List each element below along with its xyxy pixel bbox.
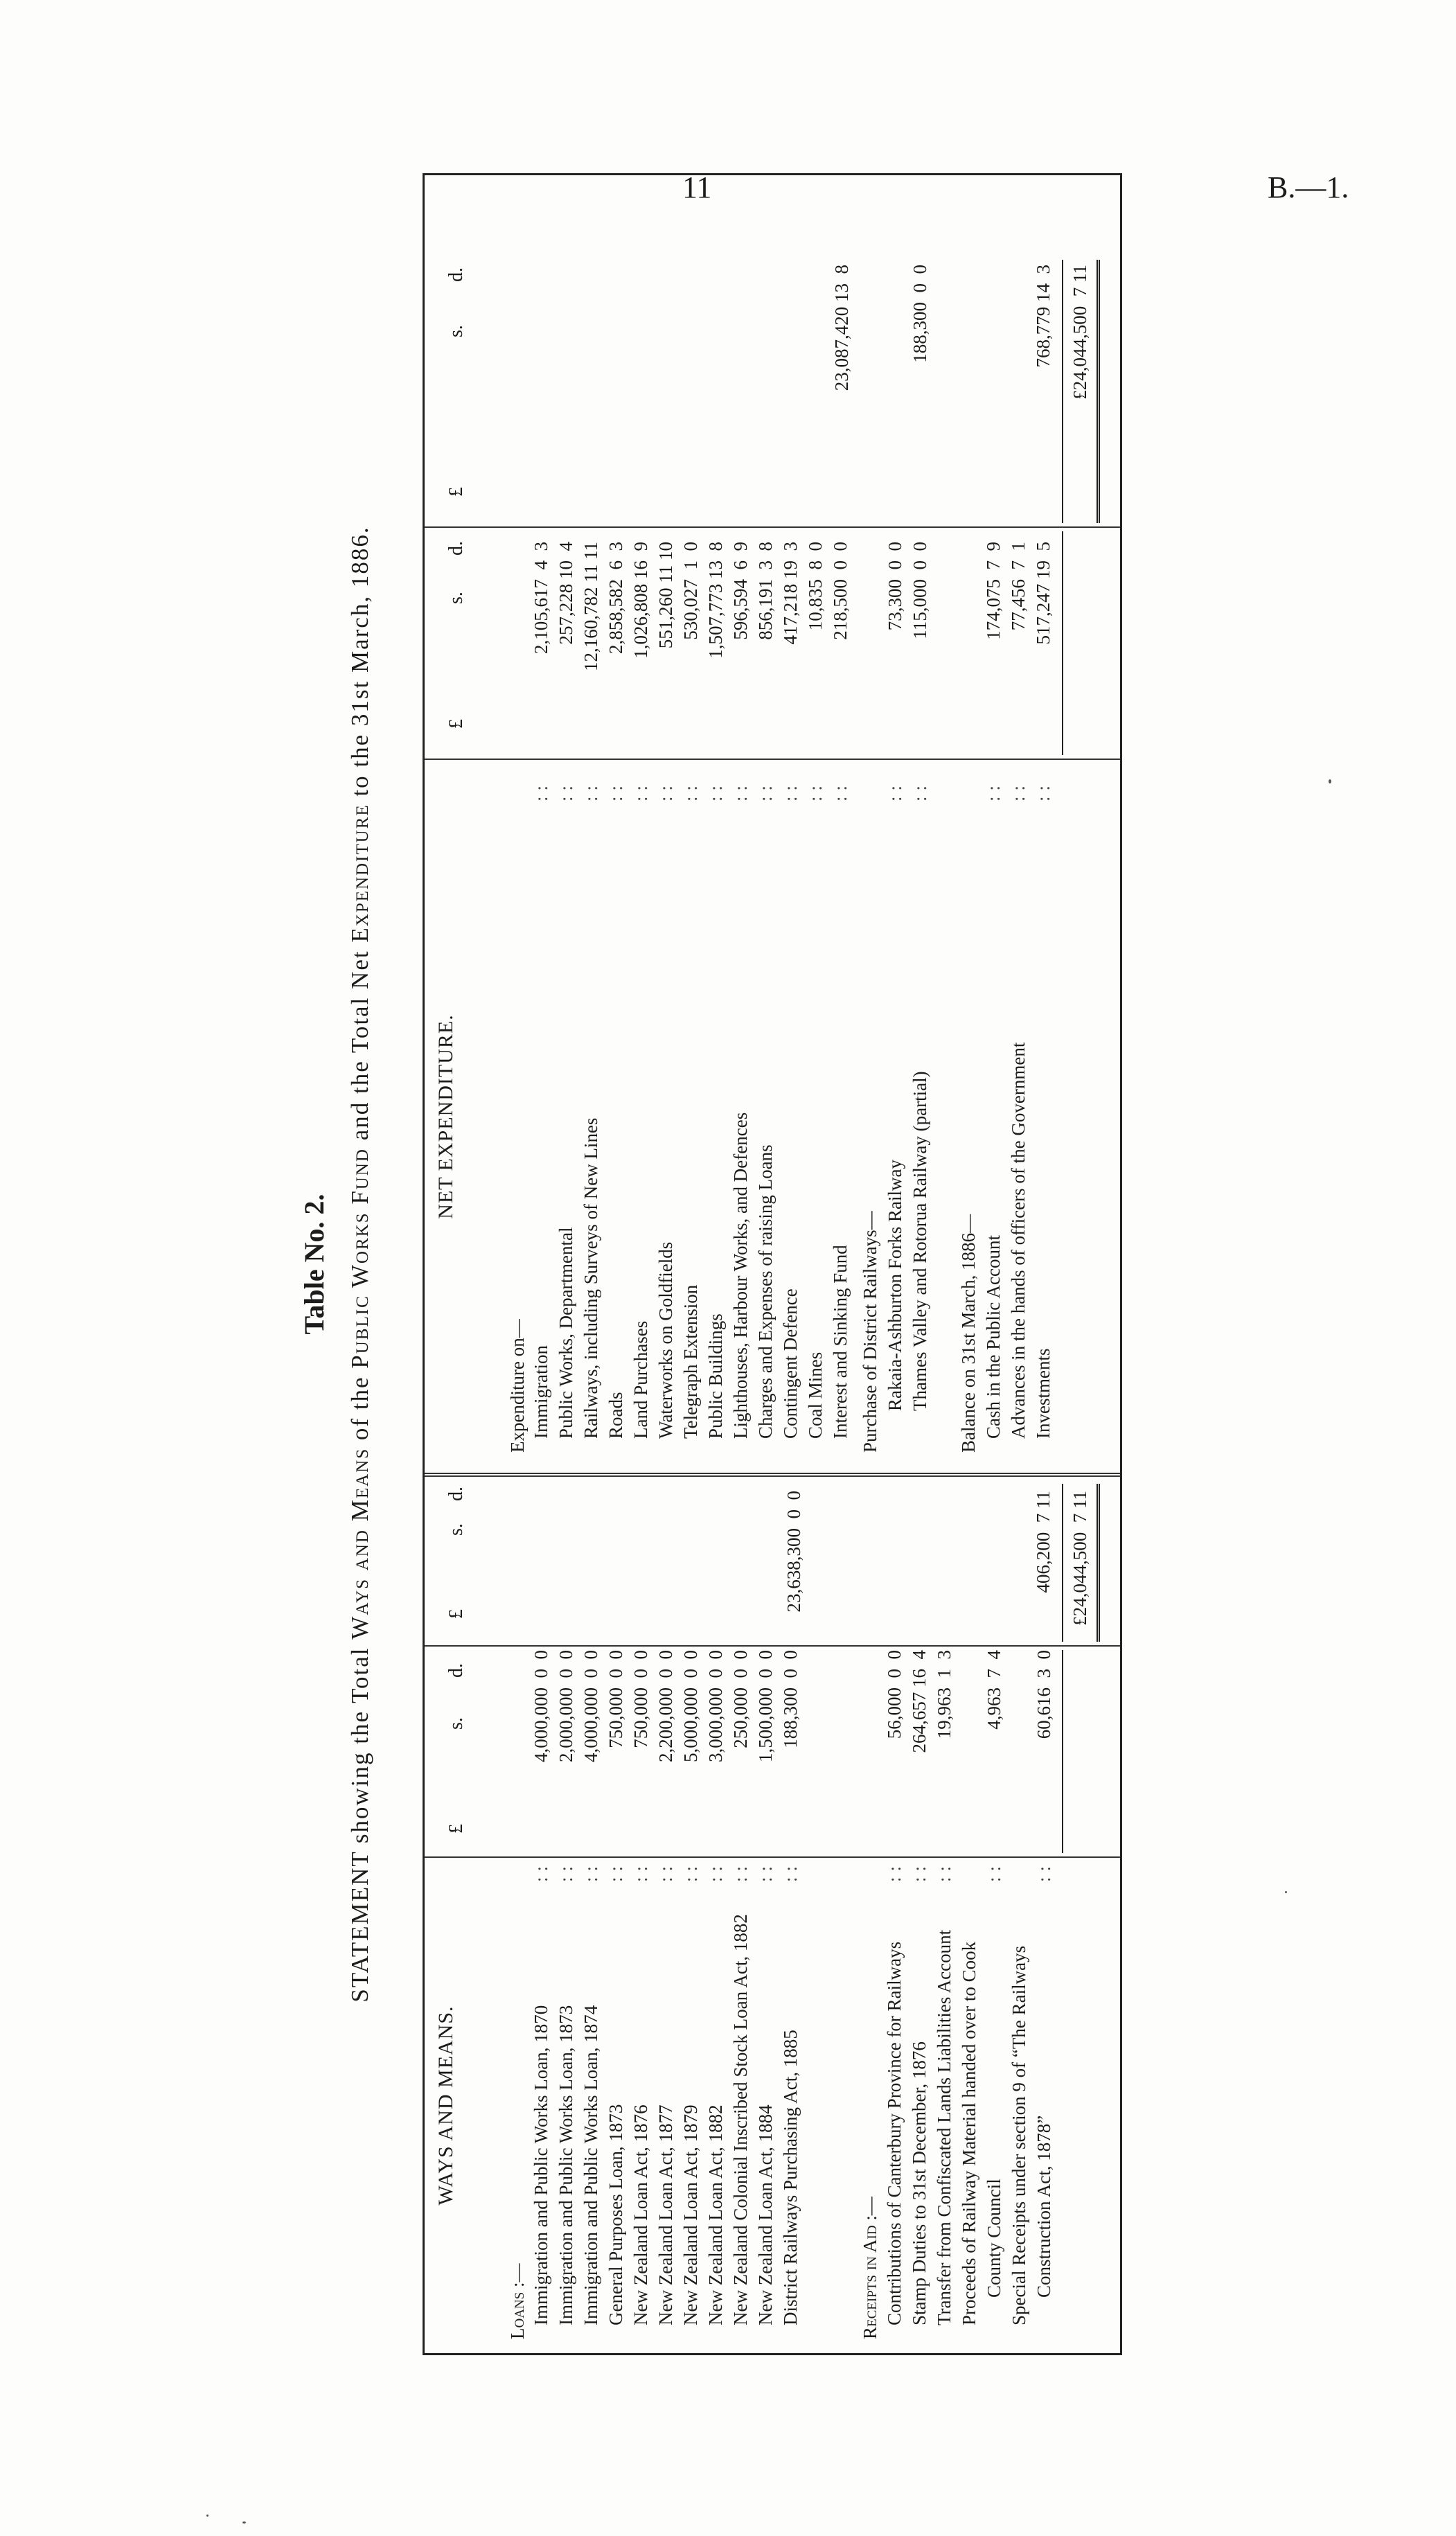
leader-dots: ::	[934, 1860, 955, 1882]
receipt-row-label-continued: County Council	[984, 2179, 1004, 2298]
leader-dots: ::	[885, 779, 905, 801]
loan-row-amount: 2,200,000 0 0	[655, 1650, 676, 1762]
expenditure-row-label: Public Buildings	[705, 1313, 726, 1439]
leader-dots: ::	[630, 779, 651, 801]
shillings-head: s.	[445, 1523, 467, 1536]
column-rule	[425, 1645, 1120, 1647]
leader-dots: ::	[983, 779, 1004, 801]
purchase-row-label: Thames Valley and Rotorua Railway (partial)	[909, 1071, 930, 1411]
loan-row-amount: 1,500,000 0 0	[755, 1650, 776, 1762]
leader-dots: ::	[780, 779, 801, 801]
rotated-table-page	[274, 173, 1333, 2355]
shillings-head: s.	[445, 592, 467, 604]
purchase-row	[907, 542, 932, 1411]
loan-row-label: Immigration and Public Works Loan, 1870	[531, 2005, 551, 2325]
expenditure-row-amount: 1,026,808 16 9	[630, 542, 651, 659]
loan-row-label: New Zealand Loan Act, 1876	[630, 2104, 651, 2325]
receipt-row-amount: 56,000 0 0	[884, 1650, 905, 1739]
loan-row	[678, 1650, 703, 2325]
receipt-row-label: Contributions of Canterbury Province for Railways	[884, 1941, 905, 2325]
leader-dots: ::	[680, 779, 701, 801]
leader-dots: ::	[580, 1860, 601, 1882]
expenditure-row-amount: 257,228 10 4	[556, 542, 576, 645]
expenditure-row-amount: 530,027 1 0	[680, 542, 701, 640]
balance-row-amount: 174,075 7 9	[983, 542, 1004, 640]
leader-dots: ::	[755, 779, 776, 801]
loan-row	[553, 1650, 578, 2325]
receipt-row-amount: 4,963 7 4	[984, 1650, 1004, 1730]
purchase-row	[882, 542, 907, 1411]
scan-speck	[206, 2515, 208, 2517]
loan-row	[653, 1650, 678, 2325]
expenditure-row-amount: 10,835 8 0	[805, 542, 826, 631]
ways-and-means-heading: WAYS AND MEANS.	[434, 2005, 457, 2206]
pounds-head: £	[445, 1609, 467, 1619]
loan-row-label: New Zealand Colonial Inscribed Stock Loan Act, 1882	[730, 1914, 751, 2325]
purchase-section-label: Purchase of District Railways—	[860, 1211, 880, 1453]
balance-row	[981, 542, 1006, 1439]
leader-dots: ::	[1033, 779, 1054, 801]
leader-dots: ::	[909, 779, 930, 801]
grand-total-double-rule	[1097, 260, 1100, 523]
loan-row-label: New Zealand Loan Act, 1882	[705, 2104, 726, 2325]
loan-row-amount: 250,000 0 0	[730, 1650, 751, 1748]
loan-row-label: New Zealand Loan Act, 1884	[755, 2104, 776, 2325]
expenditure-row-label: Immigration	[531, 1345, 551, 1439]
receipt-row	[932, 1650, 957, 2325]
leader-dots: ::	[655, 779, 676, 801]
leader-dots: ::	[909, 1860, 930, 1882]
leader-dots: ::	[984, 1860, 1004, 1882]
leader-dots: ::	[705, 1860, 726, 1882]
receipts-section-label: Receipts in Aid :—	[860, 2197, 880, 2339]
leader-dots: ::	[630, 1860, 651, 1882]
document-reference: B.—1.	[1268, 170, 1349, 204]
leader-dots: ::	[830, 779, 851, 801]
expenditure-row-label: Roads	[605, 1392, 626, 1439]
loan-row-amount: 2,000,000 0 0	[556, 1650, 576, 1762]
expenditure-row	[628, 542, 653, 1439]
page-number: 11	[682, 170, 712, 204]
expenditure-row-amount: 551,260 11 10	[655, 542, 676, 649]
expenditure-row	[728, 542, 753, 1439]
loan-row	[578, 1650, 603, 2325]
leader-dots: ::	[1033, 1860, 1054, 1882]
expenditure-row	[703, 542, 728, 1439]
net-grand-total: £24,044,500 7 11	[1069, 265, 1090, 400]
loan-row-amount: 750,000 0 0	[605, 1650, 626, 1748]
loan-row-amount: 750,000 0 0	[630, 1650, 651, 1748]
loan-row-amount: 4,000,000 0 0	[580, 1650, 601, 1762]
expenditure-row-label: Land Purchases	[630, 1320, 651, 1439]
receipt-row	[957, 1650, 1004, 2325]
expenditure-row-label: Coal Mines	[805, 1351, 826, 1439]
total-rule	[1062, 260, 1063, 523]
pence-head: d.	[445, 541, 467, 556]
shillings-head: s.	[445, 1717, 467, 1730]
purchase-row-amount: 115,000 0 0	[909, 542, 930, 639]
loans-total: 23,638,300 0 0	[783, 1491, 804, 1613]
expenditure-row	[529, 542, 553, 1439]
loan-row-label: General Purposes Loan, 1873	[605, 2104, 626, 2325]
total-rule	[1062, 1484, 1063, 1642]
pence-head: d.	[445, 1663, 467, 1678]
expenditure-row-label: Public Works, Departmental	[556, 1227, 576, 1439]
expenditure-row	[553, 542, 578, 1439]
expenditure-row-amount: 596,594 6 9	[730, 542, 751, 640]
receipt-row-amount: 60,616 3 0	[1033, 1650, 1054, 1739]
loan-row	[529, 1650, 553, 2325]
expenditure-row-label: Charges and Expenses of raising Loans	[755, 1144, 776, 1439]
balance-total: 768,779 14 3	[1033, 265, 1054, 368]
leader-dots: ::	[705, 779, 726, 801]
leader-dots: ::	[680, 1860, 701, 1882]
statement-title: STATEMENT showing the Total Ways and Means of the Public Works Fund and the Total Net Expenditure to the 31st March, 1886.	[346, 526, 373, 2003]
loan-row-amount: 188,300 0 0	[780, 1650, 801, 1748]
loan-row-label: District Railways Purchasing Act, 1885	[780, 2030, 801, 2325]
shillings-head: s.	[445, 325, 467, 337]
expenditure-row-label: Contingent Defence	[780, 1288, 801, 1439]
pounds-head: £	[445, 1824, 467, 1834]
leader-dots: ::	[531, 1860, 551, 1882]
pounds-head: £	[445, 487, 467, 497]
balance-row-label: Investments	[1033, 1348, 1054, 1439]
receipt-row	[907, 1650, 932, 2325]
expenditure-row-amount: 2,105,617 4 3	[531, 542, 551, 654]
loan-row	[703, 1650, 728, 2325]
column-rule	[425, 526, 1120, 528]
balance-row-amount: 517,247 19 5	[1033, 542, 1054, 645]
loan-row-amount: 3,000,000 0 0	[705, 1650, 726, 1762]
loan-row	[628, 1650, 653, 2325]
expenditure-row-label: Lighthouses, Harbour Works, and Defences	[730, 1112, 751, 1439]
table-number: Table No. 2.	[299, 1194, 330, 1335]
expenditure-row-label: Railways, including Surveys of New Lines	[580, 1117, 601, 1439]
expenditure-row	[778, 542, 803, 1439]
expenditure-row-amount: 2,858,582 6 3	[605, 542, 626, 654]
leader-dots: ::	[531, 779, 551, 801]
purchase-row-amount: 73,300 0 0	[885, 542, 905, 631]
balance-row-label: Advances in the hands of officers of the Government	[1008, 1042, 1029, 1439]
receipt-row-label: Stamp Duties to 31st December, 1876	[909, 2041, 930, 2325]
leader-dots: ::	[780, 1860, 801, 1882]
scan-speck	[242, 2521, 246, 2524]
receipt-row	[882, 1650, 907, 2325]
balance-row-label: Cash in the Public Account	[983, 1235, 1004, 1439]
loan-row	[603, 1650, 628, 2325]
grand-total-double-rule	[1097, 1484, 1100, 1642]
expenditure-row	[753, 542, 778, 1439]
balance-row	[1031, 542, 1056, 1439]
loan-row-amount: 4,000,000 0 0	[531, 1650, 551, 1762]
pence-head: d.	[445, 267, 467, 282]
leader-dots: ::	[605, 1860, 626, 1882]
loan-row-label: New Zealand Loan Act, 1877	[655, 2104, 676, 2325]
balance-section-label: Balance on 31st March, 1886—	[958, 1214, 979, 1453]
expenditure-row-label: Waterworks on Goldfields	[655, 1241, 676, 1439]
leader-dots: ::	[805, 779, 826, 801]
receipt-row-label: Proceeds of Railway Material handed over to Cook	[959, 1941, 979, 2325]
expenditure-total: 23,087,420 13 8	[831, 265, 852, 391]
expenditure-row-amount: 12,160,782 11 11	[580, 542, 601, 671]
pence-head: d.	[445, 1487, 467, 1501]
expenditure-row	[828, 542, 853, 1439]
expenditure-row-label: Interest and Sinking Fund	[830, 1245, 851, 1439]
loan-row-label: New Zealand Loan Act, 1879	[680, 2104, 701, 2325]
loan-row	[778, 1650, 803, 2325]
receipt-row-label: Special Receipts under section 9 of “The Railways	[1009, 1945, 1029, 2325]
receipts-total: 406,200 7 11	[1033, 1491, 1054, 1593]
leader-dots: ::	[605, 779, 626, 801]
leader-dots: ::	[580, 779, 601, 801]
leader-dots: ::	[755, 1860, 776, 1882]
leader-dots: ::	[655, 1860, 676, 1882]
loan-row-label: Immigration and Public Works Loan, 1873	[556, 2005, 576, 2325]
leader-dots: ::	[556, 1860, 576, 1882]
balance-row	[1006, 542, 1031, 1439]
receipt-row-amount: 264,657 16 4	[909, 1650, 930, 1753]
loans-section-label: Loans :—	[507, 2263, 528, 2339]
expenditure-row	[653, 542, 678, 1439]
expenditure-row-amount: 1,507,773 13 8	[705, 542, 726, 659]
expenditure-row-label: Telegraph Extension	[680, 1284, 701, 1439]
column-rule-double	[425, 1473, 1120, 1477]
loan-row-label: Immigration and Public Works Loan, 1874	[580, 2005, 601, 2325]
receipt-row-label: Transfer from Confiscated Lands Liabilities Account	[934, 1929, 955, 2325]
expenditure-row-amount: 856,191 3 8	[755, 542, 776, 640]
pounds-head: £	[445, 719, 467, 729]
leader-dots: ::	[556, 779, 576, 801]
receipt-row-amount: 19,963 1 3	[934, 1650, 955, 1739]
leader-dots: ::	[730, 779, 751, 801]
expenditure-section-label: Expenditure on—	[507, 1319, 528, 1453]
ways-grand-total: £24,044,500 7 11	[1069, 1491, 1090, 1626]
total-rule	[1062, 531, 1063, 755]
expenditure-row	[678, 542, 703, 1439]
balance-row-amount: 77,456 7 1	[1008, 542, 1029, 631]
expenditure-row	[803, 542, 828, 1439]
expenditure-row	[578, 542, 603, 1439]
expenditure-row	[603, 542, 628, 1439]
scan-speck	[1329, 779, 1331, 783]
receipt-row	[1006, 1650, 1054, 2325]
total-rule	[1062, 1650, 1063, 1853]
purchase-row-label: Rakaia-Ashburton Forks Railway	[885, 1160, 905, 1411]
receipt-row-label-continued: Construction Act, 1878”	[1033, 2115, 1054, 2298]
purchase-total: 188,300 0 0	[909, 265, 930, 363]
statement-table	[423, 173, 1122, 2355]
expenditure-row-amount: 218,500 0 0	[830, 542, 851, 640]
scan-speck	[1285, 1891, 1287, 1893]
net-expenditure-heading: NET EXPENDITURE.	[434, 1014, 457, 1219]
loan-row	[753, 1650, 778, 2325]
expenditure-row-amount: 417,218 19 3	[780, 542, 801, 645]
loan-row-amount: 5,000,000 0 0	[680, 1650, 701, 1762]
leader-dots: ::	[730, 1860, 751, 1882]
leader-dots: ::	[1008, 779, 1029, 801]
loan-row	[728, 1650, 753, 2325]
leader-dots: ::	[884, 1860, 905, 1882]
